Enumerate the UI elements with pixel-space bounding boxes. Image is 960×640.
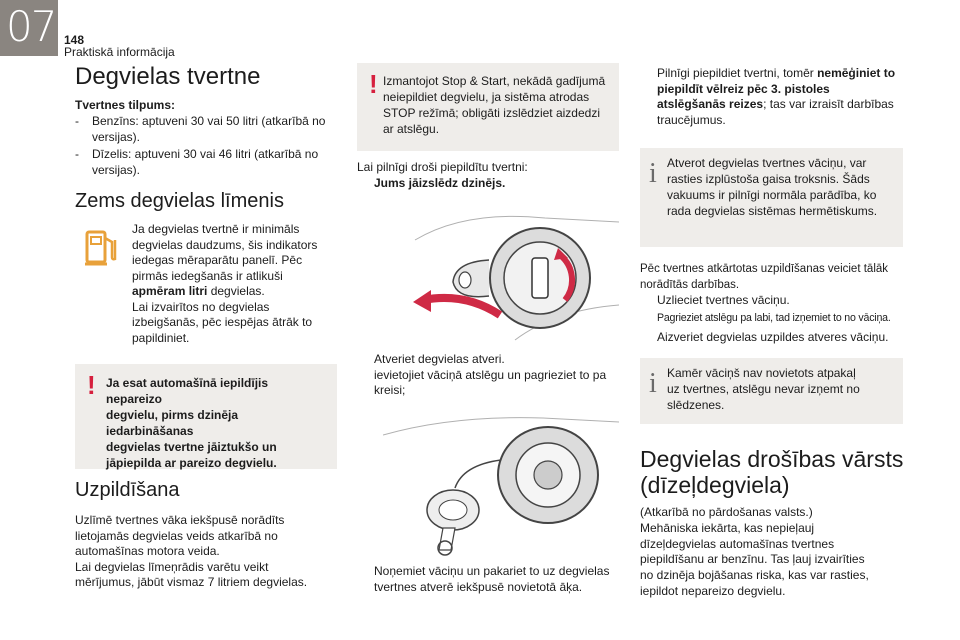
remove-step: Noņemiet vāciņu un pakariet to uz degvielas tvertnes atverē iekšpusē novietotā āķa. bbox=[374, 564, 610, 594]
low-fuel-heading: Zems degvielas līmenis bbox=[75, 190, 284, 212]
fuel-tank-heading: Degvielas tvertne bbox=[75, 63, 261, 90]
key-removal-info bbox=[640, 358, 903, 424]
list-item: - Dīzelis: aptuveni 30 vai 46 litri (atkarībā no versijas). bbox=[75, 147, 319, 177]
closing-steps: Uzlieciet tvertnes vāciņu. Pagrieziet atslēgu pa labi, tad izņemiet to no vāciņa. Aizveriet degvielas uzpildes atveres vāciņu. bbox=[657, 293, 891, 344]
fill-step: Pilnīgi piepildiet tvertni, tomēr nemēģiniet to piepildīt vēlreiz pēc 3. pistoles atslēgšanās reizes; tas var izraisīt darbības traucējumus. bbox=[657, 66, 896, 127]
low-fuel-text: Ja degvielas tvertnē ir minimāls degvielas daudzums, šis indikators iedegas mēraparātu panelī. Pēc pirmās iedegšanās ir atlikuši apmēram litri degvielas. Lai izvairītos no degvielas izbeigšanās, pēc iespējas ātrāk to papildiniet. bbox=[132, 222, 318, 345]
stop-start-warning bbox=[357, 63, 619, 151]
chapter-tab bbox=[0, 0, 58, 56]
fuel-flap-key-illustration bbox=[405, 200, 619, 345]
wrong-fuel-warning bbox=[75, 364, 337, 469]
fuel-cap-hook-illustration bbox=[383, 410, 619, 560]
air-noise-info bbox=[640, 148, 903, 247]
refuel-text: Uzlīmē tvertnes vāka iekšpusē norādīts lietojamās degvielas veids atkarībā no automašīnas motora veida. Lai degvielas līmeņrādis varētu veikt mērījumus, jābūt vismaz 7 litriem degvielas. bbox=[75, 513, 308, 589]
warning-text: Izmantojot Stop & Start, nekādā gadījumā neiepildiet degvielu, ja sistēma atrodas STOP režīmā; obligāti izslēdziet aizdedzi ar atslēgu. bbox=[383, 74, 606, 136]
page-number: 148 bbox=[64, 33, 85, 47]
safe-fill-intro: Lai pilnīgi droši piepildītu tvertni: bbox=[357, 160, 528, 174]
open-steps: Atveriet degvielas atveri. ievietojiet vāciņā atslēgu un pagrieziet to pa kreisi; bbox=[374, 352, 607, 397]
refuel-heading: Uzpildīšana bbox=[75, 479, 180, 501]
step-engine: Jums jāizslēdz dzinējs. bbox=[374, 176, 506, 190]
after-refuel-intro: Pēc tvertnes atkārtotas uzpildīšanas veiciet tālāk norādītās darbības. bbox=[640, 263, 889, 291]
info-text: Kamēr vāciņš nav novietots atpakaļ uz tvertnes, atslēgu nevar izņemt no slēdzenes. bbox=[667, 366, 860, 412]
warning-text: Ja esat automašīnā iepildījis nepareizo degvielu, pirms dzinēja iedarbināšanas degvielas tvertne jāiztukšo un jāpiepilda ar pareizo degvielu. bbox=[106, 376, 277, 470]
capacity-label: Tvertnes tilpums: bbox=[75, 98, 176, 112]
safety-valve-heading: Degvielas drošības vārsts (dīzeļdegviela) bbox=[640, 446, 904, 498]
safety-valve-text: (Atkarībā no pārdošanas valsts.) Mehāniska iekārta, kas nepieļauj dīzeļdegvielas automašīnas tvertnes piepildīšanu ar benzīnu. Tas ļauj izvairīties no dzinēja bojāšanas riska, kas var rasties, iepildot nepareizo degvielu. bbox=[640, 505, 869, 598]
fuel-pump-icon bbox=[85, 226, 119, 266]
info-icon: i bbox=[649, 368, 657, 399]
section-name: Praktiskā informācija bbox=[64, 45, 175, 59]
warning-icon: ! bbox=[369, 69, 378, 99]
capacity-list bbox=[75, 114, 337, 178]
list-item: - Benzīns: aptuveni 30 vai 50 litri (atkarībā no versijas). bbox=[75, 114, 326, 144]
info-text: Atverot degvielas tvertnes vāciņu, var rasties izplūstoša gaisa troksnis. Šāds vakuums ir pilnīgi normāla parādība, ko rada degvielas sistēmas hermētiskums. bbox=[667, 156, 878, 218]
info-icon: i bbox=[649, 158, 657, 189]
chapter-number: 07 bbox=[6, 2, 56, 51]
warning-icon: ! bbox=[87, 370, 96, 400]
